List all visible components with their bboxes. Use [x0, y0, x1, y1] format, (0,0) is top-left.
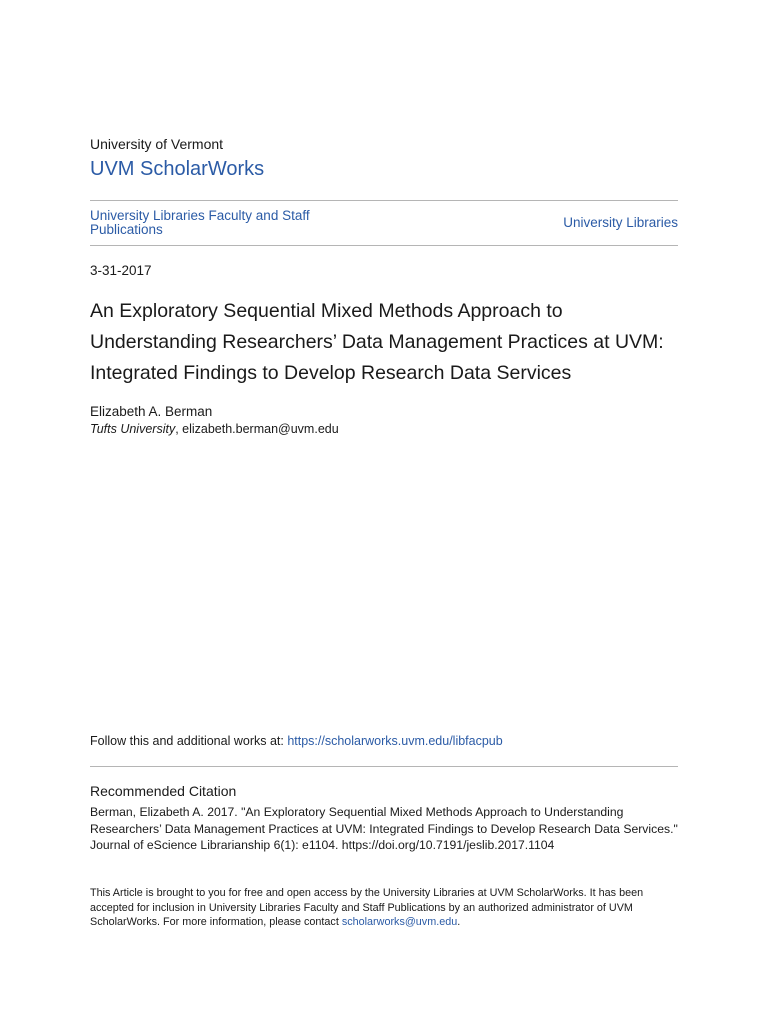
divider-top	[90, 200, 678, 201]
citation-text: Berman, Elizabeth A. 2017. "An Exploratory Sequential Mixed Methods Approach to Understanding Researchers’ Data Management Practices at UVM: Integrated Findings to Develop Research Data Services." Journal of eScience Librarianship 6(1): e1104. https://doi.org/10.7191/jeslib.2017.1104	[90, 805, 678, 852]
collection-link[interactable]: University Libraries Faculty and Staff Publications	[90, 208, 310, 237]
follow-prefix: Follow this and additional works at:	[90, 734, 288, 748]
author-name: Elizabeth A. Berman	[90, 404, 213, 419]
affiliation-institution: Tufts University	[90, 422, 176, 436]
divider-citation	[90, 766, 678, 767]
notice-text: This Article is brought to you for free and open access by the University Libraries at UVM ScholarWorks. It has been accepted for inclusion in University Libraries Faculty and Staff Publications by an authorized administrator of UVM ScholarWorks. For more information, please contact	[90, 887, 644, 928]
notice-suffix: .	[457, 916, 461, 928]
author-email: , elizabeth.berman@uvm.edu	[175, 422, 339, 436]
parent-collection-link[interactable]: University Libraries	[563, 215, 678, 230]
citation-heading: Recommended Citation	[90, 783, 237, 799]
access-notice	[90, 886, 678, 930]
institution-name: University of Vermont	[90, 136, 224, 152]
publication-date: 3-31-2017	[90, 263, 152, 278]
divider-nav	[90, 245, 678, 246]
author-affiliation	[90, 422, 339, 436]
contact-email-link[interactable]: scholarworks@uvm.edu	[341, 916, 458, 928]
repository-link[interactable]: UVM ScholarWorks	[90, 158, 265, 180]
collection-url-link[interactable]: https://scholarworks.uvm.edu/libfacpub	[287, 734, 503, 748]
cover-page	[90, 0, 678, 1024]
article-title: An Exploratory Sequential Mixed Methods Approach to Understanding Researchers’ Data Management Practices at UVM: Integrated Findings to Develop Research Data Services	[90, 300, 664, 384]
follow-line	[90, 734, 503, 748]
